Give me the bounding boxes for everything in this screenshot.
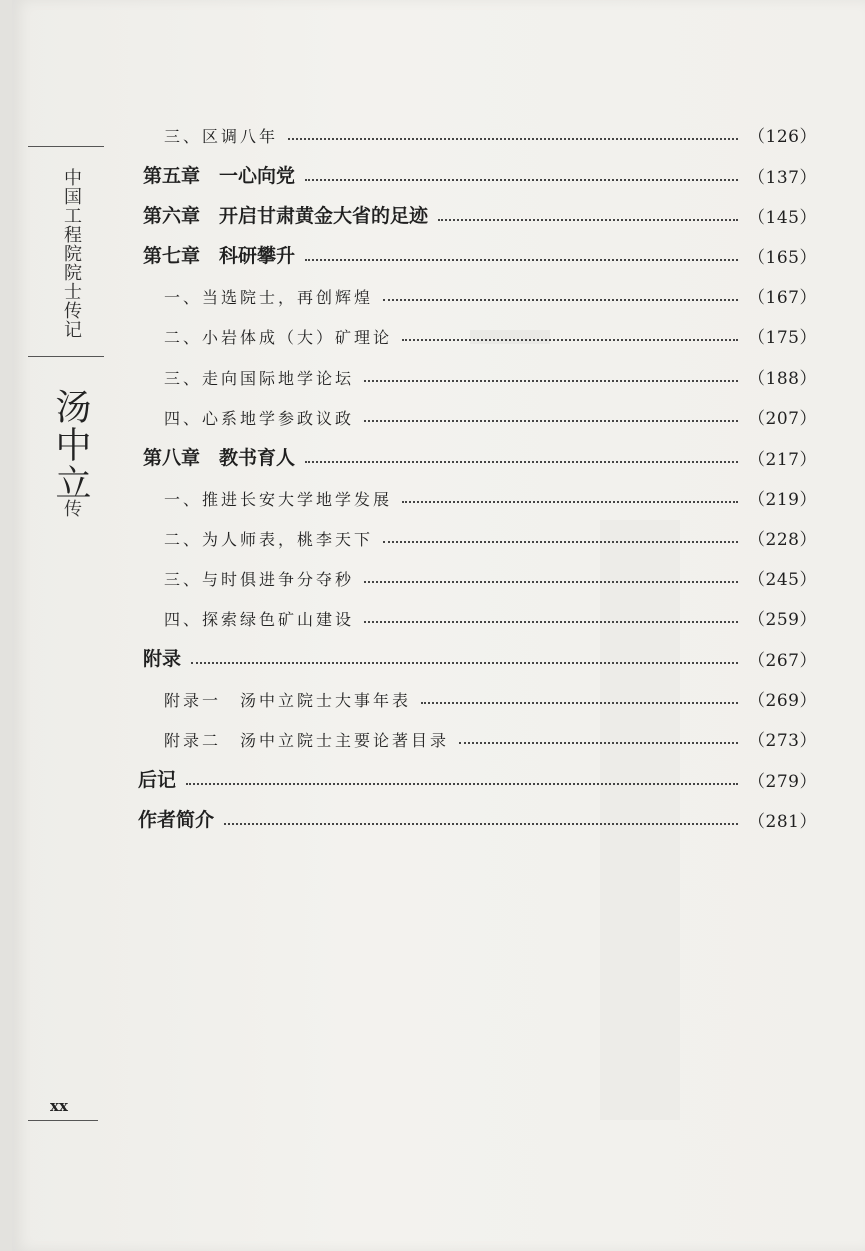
toc-entry[interactable]: [138, 802, 817, 832]
dot-leader: [402, 501, 738, 503]
toc-entry-page: （269）: [748, 691, 817, 711]
dot-leader: [191, 662, 738, 664]
toc-entry-title: 三、走向国际地学论坛: [164, 369, 355, 388]
dot-leader: [305, 179, 738, 181]
toc-entry[interactable]: [164, 117, 817, 147]
toc-entry-page: （228）: [748, 530, 817, 550]
toc-entry[interactable]: [164, 600, 817, 630]
toc-entry-title: 附录一 汤中立院士大事年表: [164, 691, 412, 710]
toc-entry[interactable]: [164, 359, 817, 389]
toc-entry-page: （281）: [748, 812, 817, 832]
toc-entry-page: （145）: [748, 208, 817, 228]
toc-entry-page: （137）: [748, 168, 817, 188]
toc-entry-page: （273）: [748, 731, 817, 751]
dot-leader: [438, 219, 738, 221]
dot-leader: [186, 783, 738, 785]
toc-entry-title: 四、心系地学参政议政: [164, 409, 355, 428]
toc-entry[interactable]: [164, 318, 817, 348]
toc-entry[interactable]: [164, 399, 817, 429]
toc-entry[interactable]: [164, 520, 817, 550]
toc-entry-page: （175）: [748, 328, 817, 348]
toc-entry[interactable]: [143, 198, 817, 228]
toc-entry[interactable]: [143, 238, 817, 268]
page-number: xx: [50, 1097, 68, 1115]
toc-entry[interactable]: [143, 641, 817, 671]
dot-leader: [402, 339, 738, 341]
dot-leader: [421, 702, 738, 704]
toc-entry-page: （245）: [748, 570, 817, 590]
toc-entry[interactable]: [138, 762, 817, 792]
toc-entry-page: （207）: [748, 409, 817, 429]
dot-leader: [305, 461, 738, 463]
dot-leader: [364, 621, 738, 623]
toc-entry-title: 三、区调八年: [164, 127, 279, 146]
toc-entry-page: （219）: [748, 490, 817, 510]
dot-leader: [383, 299, 738, 301]
dot-leader: [224, 823, 738, 825]
toc-entry-title: 一、推进长安大学地学发展: [164, 490, 393, 509]
toc-entry-title: 附录: [143, 648, 182, 670]
dot-leader: [364, 581, 738, 583]
toc-entry-page: （167）: [748, 288, 817, 308]
toc-entry-page: （267）: [748, 651, 817, 671]
toc-entry[interactable]: [164, 278, 817, 308]
dot-leader: [288, 138, 738, 140]
toc-entry[interactable]: [143, 440, 817, 470]
biography-suffix: 传: [64, 499, 82, 520]
dot-leader: [364, 420, 738, 422]
dot-leader: [459, 742, 738, 744]
toc-entry-title: 第六章 开启甘肃黄金大省的足迹: [143, 205, 429, 227]
toc-entry-title: 三、与时俱进争分夺秒: [164, 570, 355, 589]
series-title: 中国工程院院士传记: [61, 168, 82, 339]
toc-entry-page: （259）: [748, 610, 817, 630]
toc-entry-title: 四、探索绿色矿山建设: [164, 610, 355, 629]
dot-leader: [383, 541, 738, 543]
toc-entry[interactable]: [164, 480, 817, 510]
toc-entry-title: 第五章 一心向党: [143, 165, 296, 187]
toc-entry-title: 后记: [138, 769, 177, 791]
toc-entry-page: （279）: [748, 772, 817, 792]
toc-entry[interactable]: [164, 560, 817, 590]
toc-entry-page: （188）: [748, 369, 817, 389]
toc-entry-title: 附录二 汤中立院士主要论著目录: [164, 731, 450, 750]
toc-entry-title: 作者简介: [138, 809, 215, 831]
toc-entry[interactable]: [143, 158, 817, 188]
toc-entry-title: 二、小岩体成（大）矿理论: [164, 328, 393, 347]
dot-leader: [364, 380, 738, 382]
subject-name: 汤中立: [50, 388, 91, 502]
toc-entry-title: 第八章 教书育人: [143, 447, 296, 469]
toc-entry[interactable]: [164, 721, 817, 751]
toc-entry-title: 一、当选院士，再创辉煌: [164, 288, 374, 307]
toc-entry-page: （126）: [748, 127, 817, 147]
toc-entry[interactable]: [164, 681, 817, 711]
toc-entry-page: （165）: [748, 248, 817, 268]
toc-entry-title: 第七章 科研攀升: [143, 245, 296, 267]
dot-leader: [305, 259, 738, 261]
toc-entry-title: 二、为人师表，桃李天下: [164, 530, 374, 549]
toc-entry-page: （217）: [748, 450, 817, 470]
